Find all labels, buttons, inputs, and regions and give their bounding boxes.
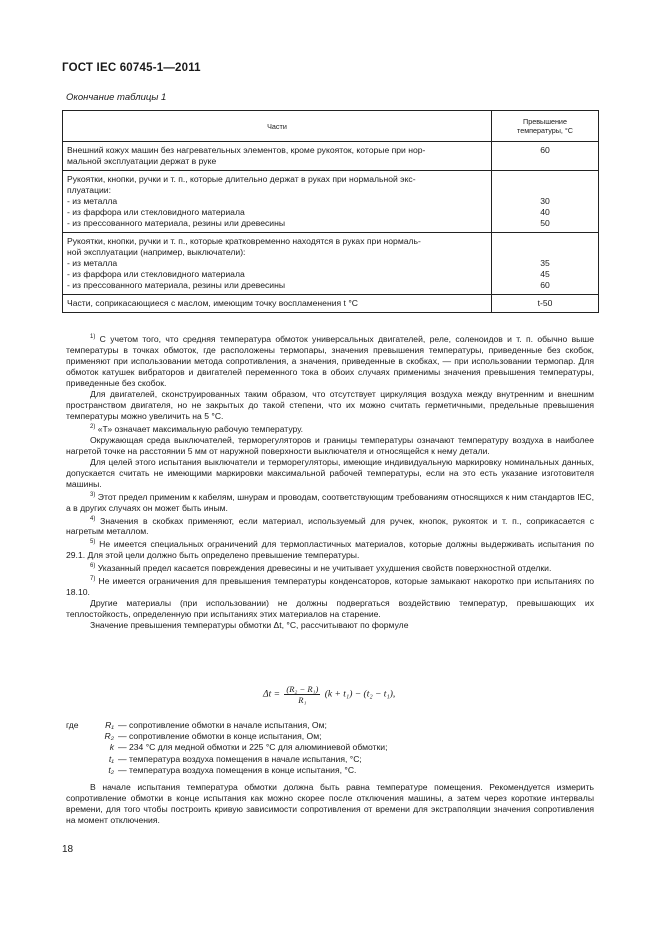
- row3-metal-value: 35: [540, 258, 550, 268]
- row1-value: 60: [492, 142, 599, 171]
- where-label: где: [66, 720, 79, 730]
- row1-text-line1: Внешний кожух машин без нагревательных элементов, кроме рукояток, которые при нор-: [67, 145, 426, 155]
- table-row: [63, 171, 599, 233]
- footnote-mark-5: 5): [90, 539, 96, 546]
- footnote-4: $^{4)}$ Значения в скобках применяют, если материал, используемый для ручек, кнопок, рукояток и т. п., соприкасается с нагретым металлом.: [66, 515, 594, 537]
- row3-text-line1: Рукоятки, кнопки, ручки и т. п., которые кратковременно находятся в руках при нормаль-: [67, 236, 421, 246]
- row3-pressed-value: 60: [540, 280, 550, 290]
- footnote-3: $^{3)}$ Этот предел применим к кабелям, шнурам и проводам, соответствующим требованиям относящихся к ним стандартов IEC, а в других случаях он может быть иным.: [66, 491, 595, 513]
- footnote-7b: Другие материалы (при использовании) не должны подвергаться воздействию температур, превышающих их теплостойкость, определенную при испытаниях этих материалов на старение.: [66, 598, 594, 620]
- footnote-1b: Для двигателей, сконструированных таким образом, что отсутствует циркуляция воздуха между внутренним и внешним пространством двигателя, но не закрытых до такой степени, что их можно считать герметичными, предельные превышения температуры можно увеличить на 5 °С.: [66, 388, 594, 421]
- footnote-2c: Для целей этого испытания выключатели и терморегуляторы, имеющие индивидуальную маркировку номинальных данных, допускается считать не имеющими маркировки максимальной рабочей температуры, если на это есть указание изготовителя машины.: [66, 456, 594, 489]
- row4-value: t-50: [492, 295, 599, 313]
- table-row: [63, 295, 599, 313]
- row2-text-line2: плуатации:: [67, 185, 111, 195]
- footnote-mark-2: 2): [90, 423, 96, 430]
- footnote-2b: Окружающая среда выключателей, терморегуляторов и границы температуры означают температуру воздуха в наиболее нагретой точке на расстоянии 5 мм от наружной поверхности выключателя и относящейся к нему детали.: [66, 434, 594, 456]
- definition-row: где R₁ — сопротивление обмотки в начале испытания, Ом;: [66, 720, 327, 730]
- footnote-mark-6: 6): [90, 563, 96, 570]
- formula: [263, 684, 395, 705]
- header-parts: Части: [63, 111, 492, 142]
- table-caption: Окончание таблицы 1: [66, 92, 167, 103]
- row3-porcelain-value: 45: [540, 269, 550, 279]
- formula-intro: Значение превышения температуры обмотки Δt, °С, рассчитывают по формуле: [90, 620, 409, 631]
- document-header: ГОСТ IEC 60745-1—2011: [62, 62, 201, 74]
- formula-numerator: (R₂ − R₁): [286, 684, 319, 694]
- footnote-mark-1: 1): [90, 334, 96, 340]
- table-row: [63, 142, 599, 171]
- header-temperature-line1: Превышение: [523, 117, 567, 126]
- definition-row: R₂ — сопротивление обмотки в конце испытания, Ом;: [104, 731, 322, 742]
- row2-porcelain-value: 40: [540, 207, 550, 217]
- footnote-5: $^{5)}$ Не имеется специальных ограничений для термопластичных материалов, которые должны выдерживать испытания по 29.1. Для этой цели должно быть определено превышение температуры.: [66, 539, 594, 561]
- footnote-6: $^{6)}$ Указанный предел касается повреждения древесины и не учитывает ухудшения свойств поверхностной отделки.: [90, 563, 552, 574]
- row3-pressed: - из прессованного материала, резины или древесины: [67, 280, 286, 290]
- header-temperature-line2: температуры, °С: [517, 126, 573, 135]
- formula-lhs: Δt =: [263, 689, 281, 700]
- row2-metal-value: 30: [540, 196, 550, 206]
- row2-porcelain: - из фарфора или стекловидного материала: [67, 207, 245, 217]
- row4-text: Части, соприкасающиеся с маслом, имеющим точку воспламенения t °С: [63, 295, 492, 313]
- row2-pressed: - из прессованного материала, резины или древесины: [67, 218, 286, 228]
- header-temperature: [492, 111, 599, 142]
- footnotes: [66, 332, 594, 631]
- row3-metal: - из металла: [67, 258, 118, 268]
- footnote-2a: $^{2)}$ «Т» означает максимальную рабочую температуру.: [90, 423, 304, 434]
- table-row: [63, 233, 599, 295]
- formula-rest: (k + t₁) − (t₂ − t₁),: [324, 689, 396, 700]
- footnote-mark-7: 7): [90, 576, 96, 583]
- row3-text-line2: ной эксплуатации (например, выключатели):: [67, 247, 246, 257]
- formula-fraction: [284, 684, 320, 705]
- row2-metal: - из металла: [67, 196, 118, 206]
- table-header-row: [63, 111, 599, 142]
- definition-row: t₁ — температура воздуха помещения в начале испытания, °С;: [108, 753, 362, 764]
- definition-row: t₂ — температура воздуха помещения в конце испытания, °С.: [108, 764, 357, 775]
- definitions: [66, 720, 586, 776]
- row2-text-line1: Рукоятки, кнопки, ручки и т. п., которые длительно держат в руках при нормальной экс-: [67, 174, 416, 184]
- formula-denominator: R₁: [298, 695, 307, 705]
- page-number: 18: [62, 844, 74, 855]
- footnote-mark-4: 4): [90, 515, 96, 522]
- definition-row: k — 234 °С для медной обмотки и 225 °С для алюминиевой обмотки;: [109, 742, 388, 753]
- row3-porcelain: - из фарфора или стекловидного материала: [67, 269, 245, 279]
- footnote-mark-3: 3): [90, 491, 96, 498]
- row2-pressed-value: 50: [540, 218, 550, 228]
- footnote-7a: $^{7)}$ Не имеется ограничения для превышения температуры конденсаторов, которые замыкают накоротко при испытаниях по 18.10.: [66, 576, 594, 598]
- row1-text-line2: мальной эксплуатации держат в руке: [67, 156, 217, 166]
- closing-paragraph: В начале испытания температура обмотки должна быть равна температуре помещения. Рекомендуется измерить сопротивление обмотки в конце испытания как можно скорее после отключения машины, а затем через короткие интервалы времени, для того чтобы построить кривую зависимости сопротивления от времени для экстраполяции значения сопротивления на момент отключения.: [66, 782, 594, 825]
- footnote-1a: $^{1)}$ С учетом того, что средняя температура обмоток универсальных двигателей, реле, соленоидов и т. п. обычно выше температуры в точках обмоток, где расположены термопары, значения превышения температуры, приведенные без скобок, применяют при использовании метода сопротивления, а значения, приведенные в скобках, — при использовании термопар. Для обмоток катушек вибраторов и двигателей переменного тока в обоих случаях применимы значения превышения температуры, приведенные без скобок.: [66, 333, 594, 388]
- temperature-table: [62, 110, 599, 313]
